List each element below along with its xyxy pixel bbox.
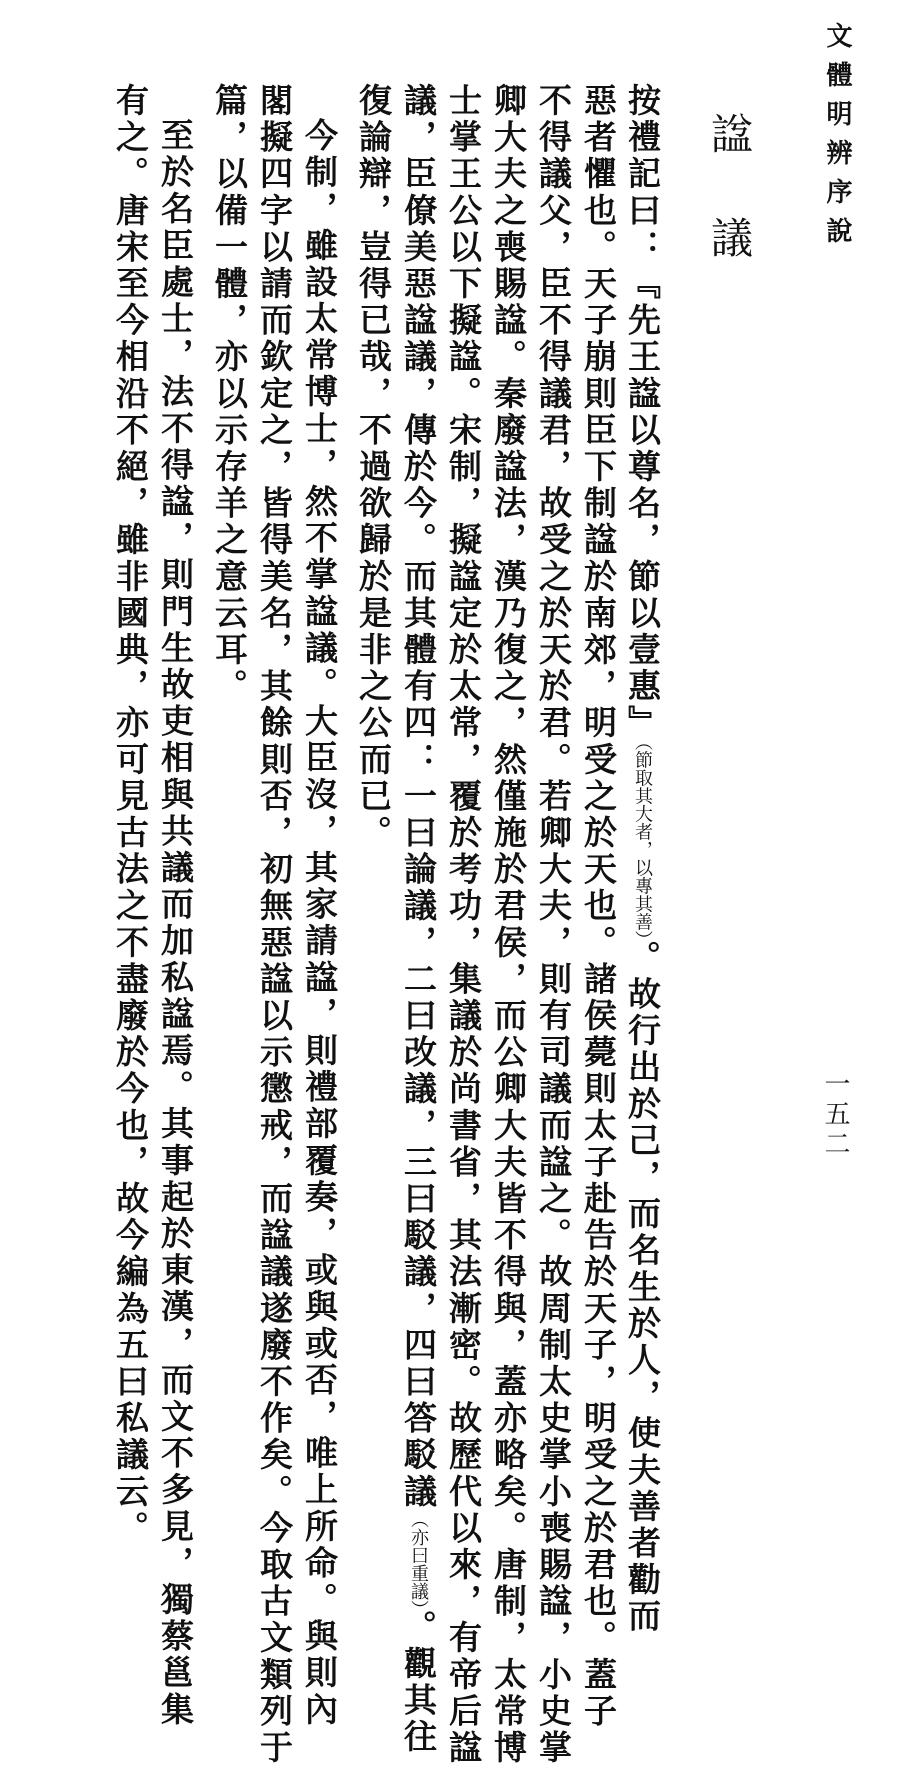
section-title: 諡議	[705, 112, 754, 320]
text-line-2: 惡者懼也。天子崩則臣下制諡於南郊，明受之於天也。諸侯薨則太子赴告於天子，明受之於君也。蓋子	[579, 83, 618, 1730]
text-line-1	[623, 83, 662, 1636]
text-line-9: 閣擬四字以請而欽定之，皆得美名，其餘則否，初無惡諡以示懲戒，而諡議遂廢不作矣。今取古文類列于	[255, 83, 294, 1767]
text-segment: 議，臣僚美惡諡議，傳於今。而其體有四：一曰論議，二曰改議，三曰駁議，四曰答駁議	[399, 83, 438, 1511]
text-line-8: 今制，雖設太常博士，然不掌諡議。大臣沒，其家請諡，則禮部覆奏，或與或否，唯上所命。與則內	[300, 118, 339, 1729]
page-number: 一五二	[820, 1070, 850, 1160]
text-line-11: 至於名臣處士，法不得諡，則門生故吏相與共議而加私諡焉。其事起於東漢，而文不多見，獨蔡邕集	[156, 118, 195, 1729]
interlinear-note: （節取其大者，以專其善）	[632, 741, 653, 940]
text-segment: 按禮記曰：『先王諡以尊名，節以壹惠』	[623, 83, 662, 742]
text-line-5: 士掌王公以下擬諡。宋制，擬諡定於太常，覆於考功，集議於尚書省，其法漸密。故歷代以來，有帝后諡	[444, 83, 483, 1767]
text-line-6	[399, 83, 438, 1756]
text-line-12: 有之。唐宋至今相沿不絕，雖非國典，亦可見古法之不盡廢於今也，故今編為五曰私議云。	[111, 83, 150, 1547]
text-line-4: 卿大夫之喪賜諡。秦廢諡法，漢乃復之，然僅施於君侯，而公卿大夫皆不得與，蓋亦略矣。唐制，太常博	[489, 83, 528, 1767]
text-line-7: 復論辯，豈得已哉，不過欲歸於是非之公而已。	[354, 83, 393, 852]
text-line-3: 不得議父，臣不得議君，故受之於天於君。若卿大夫，則有司議而諡之。故周制太史掌小喪賜諡，小史掌	[534, 83, 573, 1767]
interlinear-note: （亦曰重議）	[408, 1510, 429, 1610]
running-head: 文體明辨序說	[822, 22, 852, 256]
text-line-10: 篇，以備一體，亦以示存羊之意云耳。	[210, 83, 249, 706]
text-segment: 。觀其往	[399, 1609, 438, 1756]
text-segment: 。故行出於己，而名生於人，使夫善者勸而	[623, 939, 662, 1636]
